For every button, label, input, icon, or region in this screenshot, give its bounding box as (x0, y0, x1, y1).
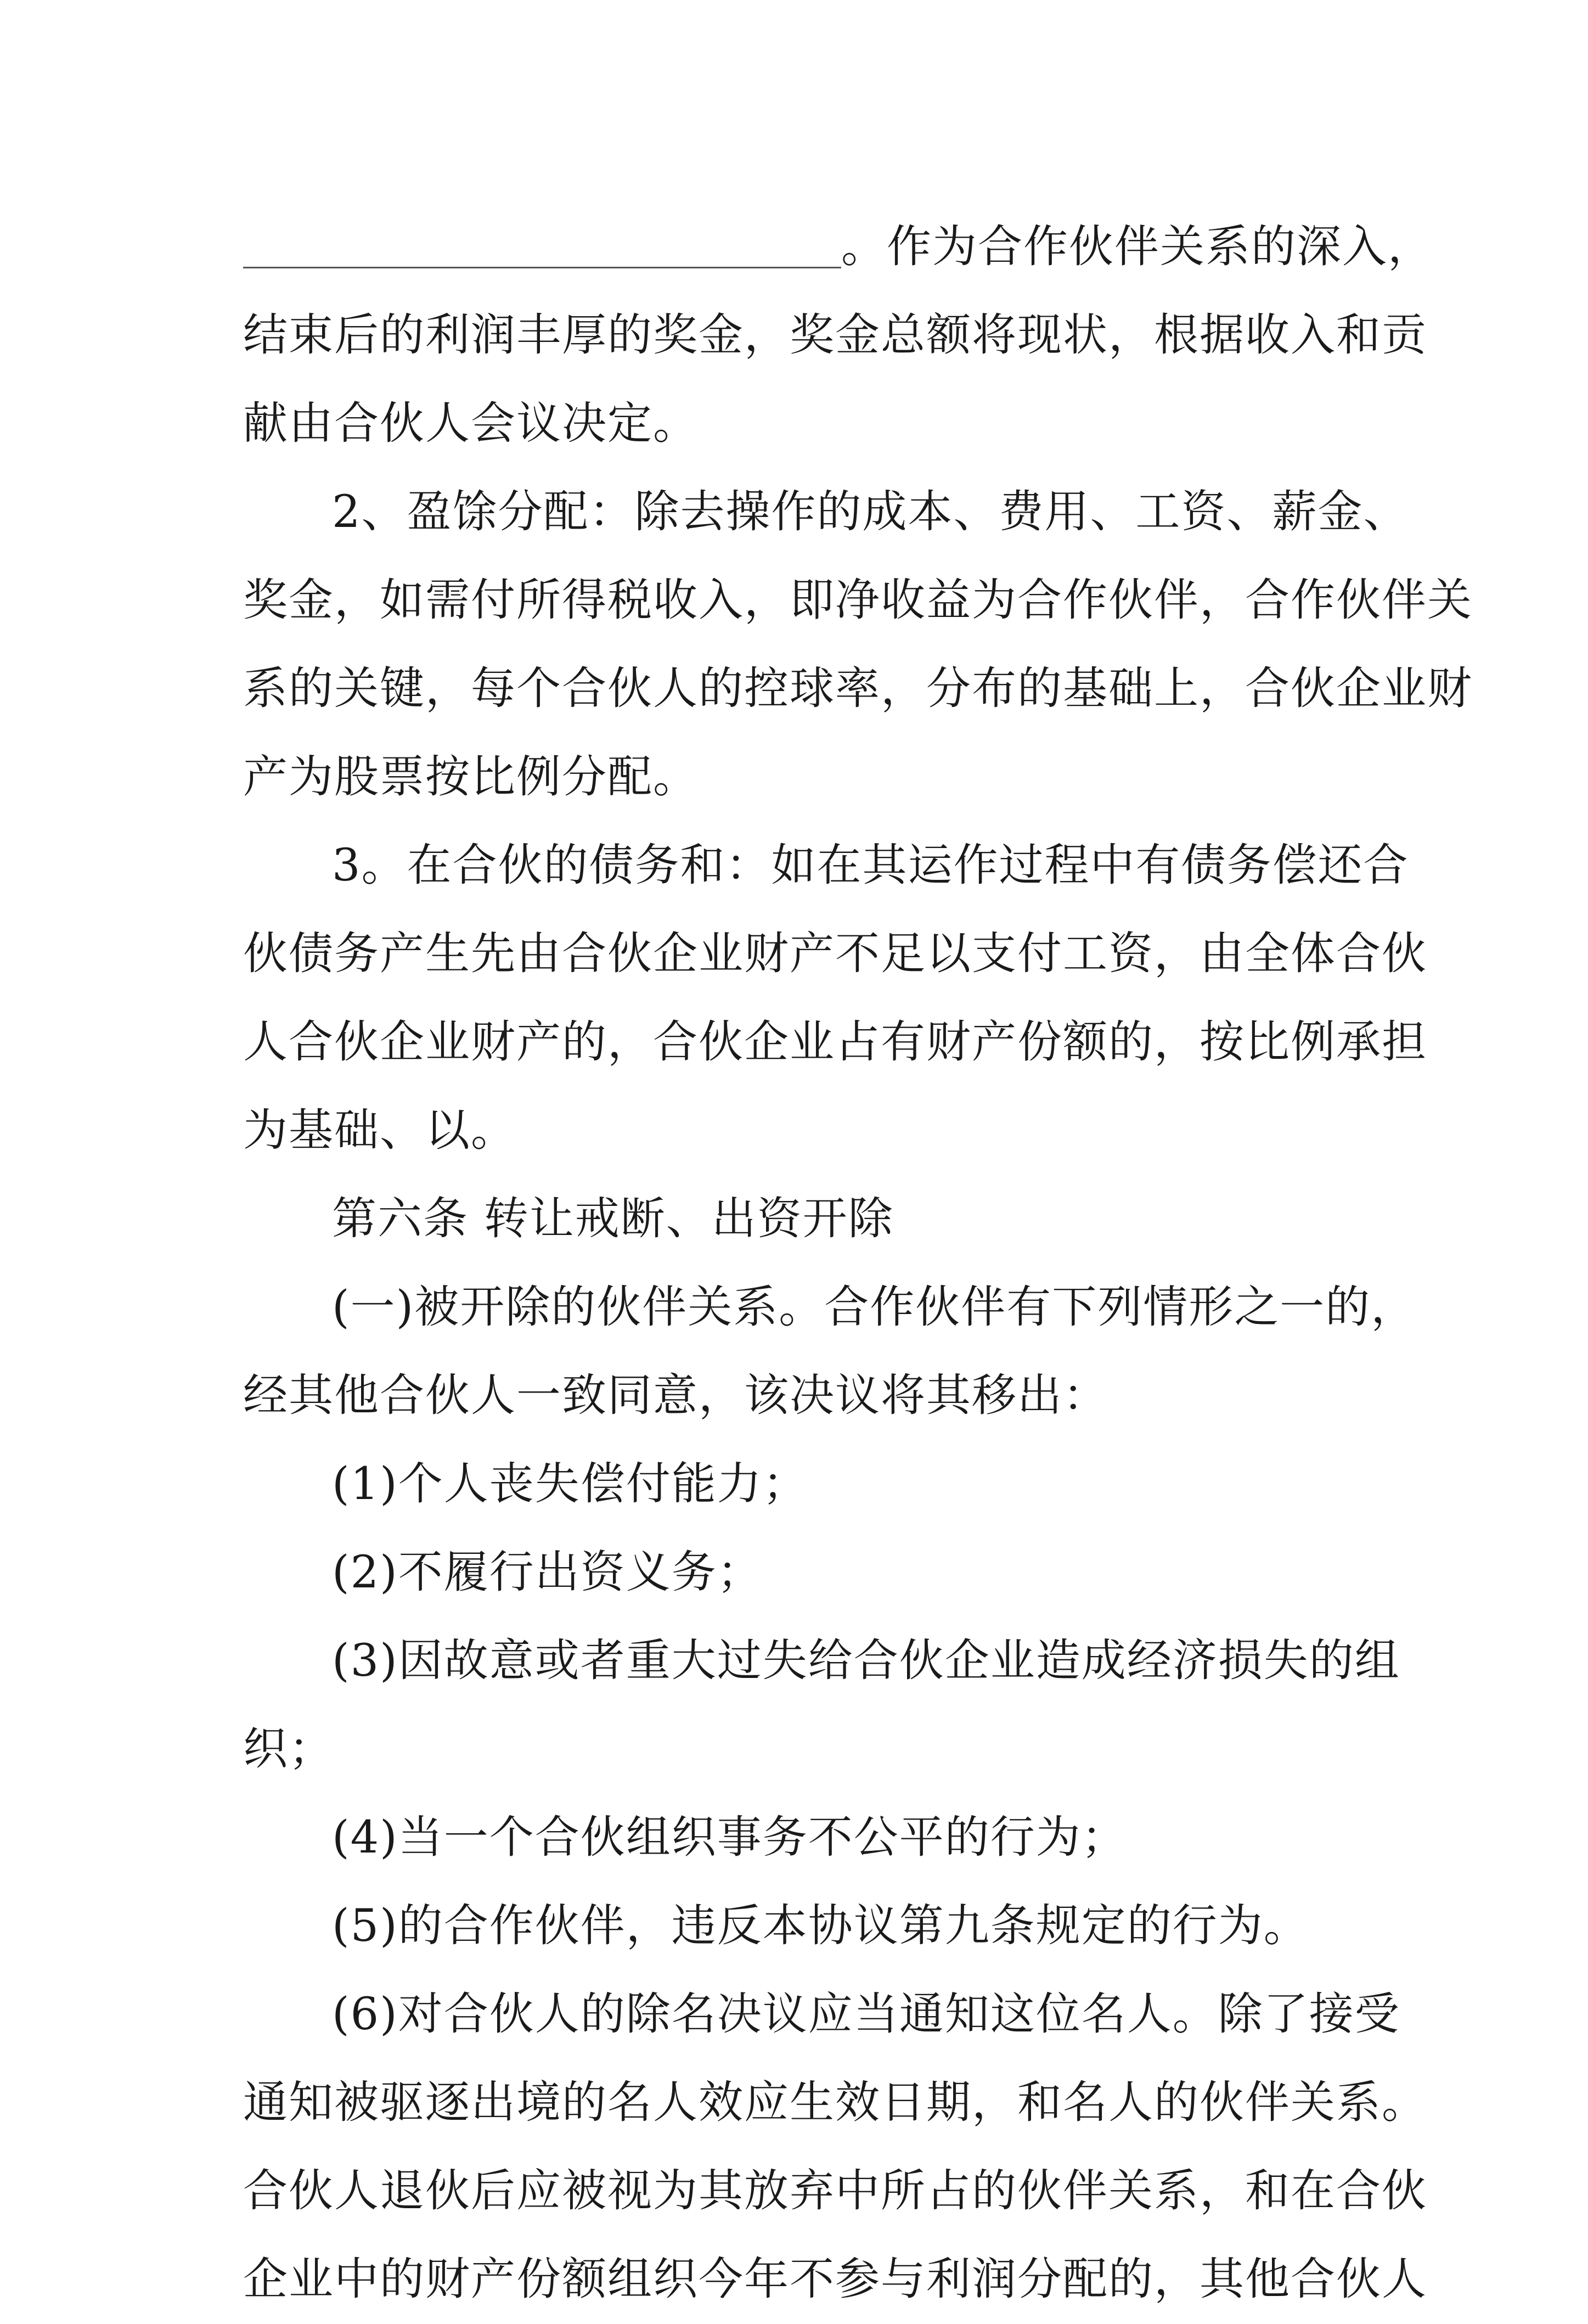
list-item-5: (5)的合作伙伴，违反本协议第九条规定的行为。 (332, 1900, 1309, 1952)
line-text: 。作为合作伙伴关系的深入， (841, 221, 1434, 273)
text-line-2: 结束后的利润丰厚的奖金，奖金总额将现状，根据收入和贡 (243, 310, 1428, 361)
text-line-5: 奖金，如需付所得税收入，即净收益为合作伙伴，合作伙伴关 (243, 575, 1473, 626)
text-line-10: 人合伙企业财产的，合伙企业占有财产份额的，按比例承担 (243, 1017, 1428, 1068)
text-line-7: 产为股票按比例分配。 (243, 751, 699, 803)
list-item-3: (3)因故意或者重大过失给合伙企业造成经济损失的组 (332, 1635, 1400, 1687)
list-item-3-cont: 织； (243, 1724, 335, 1775)
text-line-6: 系的关键，每个合伙人的控球率，分布的基础上，合伙企业财 (243, 663, 1473, 715)
text-line-9: 伙债务产生先由合伙企业财产不足以支付工资，由全体合伙 (243, 928, 1428, 980)
text-line-14: 经其他合伙人一致同意，该决议将其移出： (243, 1370, 1109, 1422)
text-line-11: 为基础、以。 (243, 1105, 517, 1157)
text-line-22: 通知被驱逐出境的名人效应生效日期，和名人的伙伴关系。 (243, 2077, 1428, 2129)
text-line-8: 3。在合伙的债务和：如在其运作过程中有债务偿还合 (332, 840, 1409, 891)
list-item-6: (6)对合伙人的除名决议应当通知这位名人。除了接受 (332, 1989, 1400, 2040)
list-item-2: (2)不履行出资义务； (332, 1547, 763, 1598)
text-line-4: 2、盈馀分配：除去操作的成本、费用、工资、薪金、 (332, 486, 1409, 538)
text-line-23: 合伙人退伙后应被视为其放弃中所占的伙伴关系，和在合伙 (243, 2165, 1428, 2217)
text-line-13: (一)被开除的伙伴关系。合作伙伴有下列情形之一的， (332, 1282, 1417, 1333)
document-body (243, 203, 1473, 2324)
fill-in-blank-line (243, 217, 841, 268)
list-item-4: (4)当一个合伙组织事务不公平的行为； (332, 1812, 1127, 1863)
text-line-24: 企业中的财产份额组织今年不参与利润分配的，其他合伙人 (243, 2254, 1428, 2305)
section-heading-article-6: 第六条 转让戒断、出资开除 (332, 1193, 894, 1245)
list-item-1: (1)个人丧失偿付能力； (332, 1458, 808, 1510)
text-line-1 (243, 203, 1434, 291)
text-line-3: 献由合伙人会议决定。 (243, 398, 699, 450)
